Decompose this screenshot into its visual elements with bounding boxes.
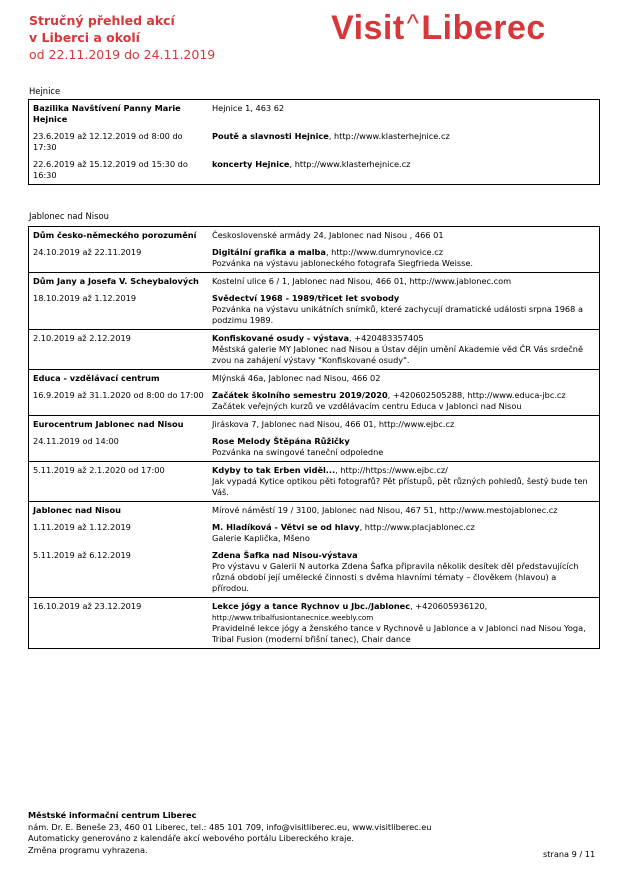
table-row <box>29 244 599 272</box>
date-range: od 22.11.2019 do 24.11.2019 <box>29 47 216 62</box>
document-title <box>29 12 215 63</box>
event-title: M. Hladíková - Větvi se od hlavy <box>212 522 360 532</box>
table-row <box>29 273 599 290</box>
table-row <box>29 387 599 415</box>
event-title: Lekce jógy a tance Rychnov u Jbc./Jablonec <box>212 601 411 611</box>
venue-address: Hejnice 1, 463 62 <box>212 103 285 113</box>
venue-name: Bazilika Navštívení Panny Marie Hejnice <box>33 103 181 124</box>
table-row <box>29 416 599 433</box>
event-detail <box>209 387 599 415</box>
event-contact: , http://www.dumrynovice.cz <box>325 247 443 257</box>
event-date: 22.6.2019 až 15.12.2019 od 15:30 do 16:30 <box>33 159 188 180</box>
visit-liberec-logo <box>331 9 546 48</box>
event-detail <box>209 433 599 461</box>
venue-name: Jablonec nad Nisou <box>33 505 121 515</box>
venue-address: Československé armády 24, Jablonec nad Nisou , 466 01 <box>212 230 444 240</box>
event-contact: , http://www.klasterhejnice.cz <box>289 159 411 169</box>
event-date: 24.10.2019 až 22.11.2019 <box>33 247 142 257</box>
section-label-jablonec: Jablonec nad Nisou <box>29 211 109 221</box>
venue-address: Kostelní ulice 6 / 1, Jablonec nad Nisou, 466 01, http://www.jablonec.com <box>212 276 512 286</box>
footer-change-note: Změna programu vyhrazena. <box>28 844 148 855</box>
title-line-1: Stručný přehled akcí <box>29 13 175 28</box>
table-row <box>29 128 599 156</box>
event-date: 18.10.2019 až 1.12.2019 <box>33 293 137 303</box>
event-detail <box>209 598 599 648</box>
event-detail <box>209 416 599 433</box>
event-title: Zdena Šafka nad Nisou-výstava <box>212 550 358 560</box>
table-row <box>29 502 599 519</box>
event-contact: , http://www.klasterhejnice.cz <box>328 131 450 141</box>
venue-address: Mírové náměstí 19 / 3100, Jablonec nad Nisou, 467 51, http://www.mestojablonec.cz <box>212 505 558 515</box>
event-description: Galerie Kaplička, Mšeno <box>212 533 310 543</box>
table-row <box>29 156 599 184</box>
event-detail <box>209 100 599 128</box>
event-detail <box>209 244 599 272</box>
event-detail <box>209 156 599 184</box>
event-contact: , http://www.placjablonec.cz <box>359 522 475 532</box>
event-detail <box>209 502 599 519</box>
event-title: Kdyby to tak Erben viděl... <box>212 465 336 475</box>
section-label-hejnice: Hejnice <box>29 86 61 96</box>
footer-org: Městské informační centrum Liberec <box>28 810 197 820</box>
event-description: Pozvánka na výstavu unikátních snímků, které zachycují dramatické události srpna 1968 a podzimu 1989. <box>212 304 583 325</box>
event-description: Jak vypadá Kytice optikou pěti fotografů? Pět přístupů, pět různých pohledů, šestý bude ten Váš. <box>212 476 588 497</box>
table-row <box>29 227 599 244</box>
events-table-hejnice <box>28 99 600 185</box>
event-description: Pro výstavu v Galerii N autorka Zdena Šafka připravila několik desítek děl představujících různá období její umělecké činnosti s dvěma hlavními tématy – člověkem (hlavou) a přírodou. <box>212 561 579 593</box>
logo-visit: Visit <box>331 9 405 47</box>
event-date: 16.9.2019 až 31.1.2020 od 8:00 do 17:00 <box>33 390 204 400</box>
event-group <box>29 329 599 369</box>
event-group <box>29 227 599 272</box>
page-number: strana 9 / 11 <box>543 849 596 859</box>
venue-address: Mlýnská 46a, Jablonec nad Nisou, 466 02 <box>212 373 381 383</box>
event-contact: , http://https://www.ejbc.cz/ <box>335 465 448 475</box>
venue-name: Dům Jany a Josefa V. Scheybalových <box>33 276 199 286</box>
footer <box>28 810 431 856</box>
venue-name: Dům česko-německého porozumění <box>33 230 197 240</box>
event-title: Digitální grafika a malba <box>212 247 326 257</box>
event-title: koncerty Hejnice <box>212 159 290 169</box>
event-contact: , +420605936120, <box>410 601 488 611</box>
event-date: 23.6.2019 až 12.12.2019 od 8:00 do 17:30 <box>33 131 183 152</box>
event-date: 5.11.2019 až 6.12.2019 <box>33 550 131 560</box>
title-line-2: v Liberci a okolí <box>29 30 140 45</box>
event-date: 24.11.2019 od 14:00 <box>33 436 119 446</box>
event-contact: , +420483357405 <box>349 333 424 343</box>
event-detail <box>209 462 599 501</box>
event-description: Pravidelné lekce jógy a ženského tance v Rychnově u Jablonce a v Jablonci nad Nisou Yoga, Tribal Fusion (moderní břišní tanec), Chair dance <box>212 623 586 644</box>
event-title: Poutě a slavnosti Hejnice <box>212 131 329 141</box>
event-group <box>29 501 599 597</box>
table-row <box>29 330 599 369</box>
event-detail <box>209 519 599 547</box>
event-detail <box>209 330 599 369</box>
table-row <box>29 598 599 648</box>
event-title: Začátek školního semestru 2019/2020 <box>212 390 388 400</box>
event-detail <box>209 290 599 329</box>
venue-name: Eurocentrum Jablonec nad Nisou <box>33 419 184 429</box>
event-group <box>29 369 599 415</box>
event-title: Rose Melody Štěpána Růžičky <box>212 436 350 446</box>
table-row <box>29 519 599 547</box>
event-group <box>29 272 599 329</box>
event-group <box>29 100 599 184</box>
event-url: http://www.tribalfusiontanecnice.weebly.com <box>212 613 374 622</box>
event-detail <box>209 128 599 156</box>
event-date: 5.11.2019 až 2.1.2020 od 17:00 <box>33 465 165 475</box>
footer-auto-note: Automaticky generováno z kalendáře akcí webového portálu Libereckého kraje. <box>28 833 355 843</box>
event-description: Pozvánka na výstavu jabloneckého fotografa Siegfrieda Weisse. <box>212 258 474 268</box>
table-row <box>29 547 599 597</box>
table-row <box>29 100 599 128</box>
event-date: 1.11.2019 až 1.12.2019 <box>33 522 131 532</box>
logo-caret: ^ <box>406 8 420 38</box>
event-description: Začátek veřejných kurzů ve vzdělávacím centru Educa v Jablonci nad Nisou <box>212 401 522 411</box>
event-title: Konfiskované osudy - výstava <box>212 333 350 343</box>
event-description: Městská galerie MY Jablonec nad Nisou a Ústav dějin umění Akademie věd ČR Vás srdečně zvou na zahájení výstavy "Konfiskované osudy". <box>212 344 583 365</box>
event-date: 2.10.2019 až 2.12.2019 <box>33 333 131 343</box>
table-row <box>29 370 599 387</box>
event-title: Svědectví 1968 - 1989/třicet let svobody <box>212 293 400 303</box>
event-detail <box>209 547 599 597</box>
event-group <box>29 461 599 501</box>
table-row <box>29 433 599 461</box>
venue-name: Educa - vzdělávací centrum <box>33 373 160 383</box>
event-contact: , +420602505288, http://www.educa-jbc.cz <box>387 390 566 400</box>
event-description: Pozvánka na swingové taneční odpoledne <box>212 447 384 457</box>
venue-address: Jiráskova 7, Jablonec nad Nisou, 466 01, http://www.ejbc.cz <box>212 419 455 429</box>
event-detail <box>209 370 599 387</box>
footer-address: nám. Dr. E. Beneše 23, 460 01 Liberec, tel.: 485 101 709, info@visitliberec.eu, www.visitliberec.eu <box>28 821 432 832</box>
event-group <box>29 597 599 648</box>
events-table-jablonec <box>28 226 600 649</box>
event-group <box>29 415 599 461</box>
table-row <box>29 290 599 329</box>
event-detail <box>209 227 599 244</box>
event-date: 16.10.2019 až 23.12.2019 <box>33 601 142 611</box>
event-detail <box>209 273 599 290</box>
logo-liberec: Liberec <box>421 9 546 47</box>
table-row <box>29 462 599 501</box>
